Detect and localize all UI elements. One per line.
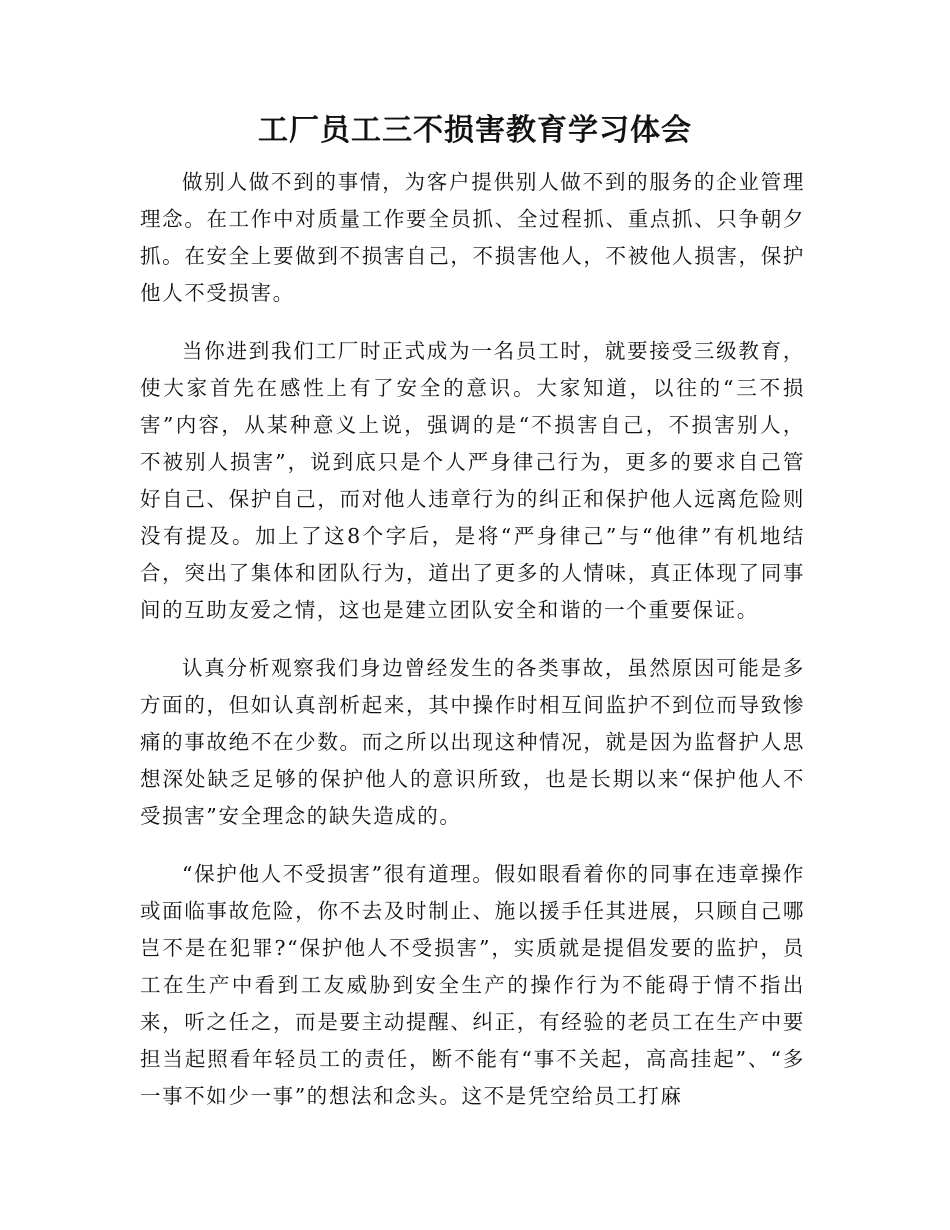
paragraph-3: 认真分析观察我们身边曾经发生的各类事故，虽然原因可能是多方面的，但如认真剖析起来，其中操作时相互间监护不到位而导致惨痛的事故绝不在少数。而之所以出现这种情况，就是因为监督护人思想深处缺乏足够的保护他人的意识所致，也是长期以来“保护他人不受损害”安全理念的缺失造成的。 [140, 656, 805, 828]
document-title: 工厂员工三不损害教育学习体会 [258, 113, 692, 148]
paragraph-4: “保护他人不受损害”很有道理。假如眼看着你的同事在违章操作或面临事故危险，你不去及时制止、施以援手任其进展，只顾自己哪岂不是在犯罪?“保护他人不受损害”，实质就是提倡发要的监护，员工在生产中看到工友威胁到安全生产的操作行为不能碍于情不指出来，听之任之，而是要主动提醒、纠正，有经验的老员工在生产中要担当起照看年轻员工的责任，断不能有“事不关起，高高挂起”、“多一事不如少一事”的想法和念头。这不是凭空给员工打麻 [140, 862, 805, 1108]
paragraph-2: 当你进到我们工厂时正式成为一名员工时，就要接受三级教育，使大家首先在感性上有了安全的意识。大家知道，以往的“三不损害”内容，从某种意义上说，强调的是“不损害自己，不损害别人，不被别人损害”，说到底只是个人严身律己行为，更多的要求自己管好自己、保护自己，而对他人违章行为的纠正和保护他人远离危险则没有提及。加上了这8个字后，是将“严身律己”与“他律”有机地结合，突出了集体和团队行为，道出了更多的人情味，真正体现了同事间的互助友爱之情，这也是建立团队安全和谐的一个重要保证。 [140, 339, 805, 622]
document-body [140, 164, 805, 1136]
paragraph-1: 做别人做不到的事情，为客户提供别人做不到的服务的企业管理理念。在工作中对质量工作要全员抓、全过程抓、重点抓、只争朝夕抓。在安全上要做到不损害自己，不损害他人，不被他人损害，保护他人不受损害。 [140, 170, 805, 305]
